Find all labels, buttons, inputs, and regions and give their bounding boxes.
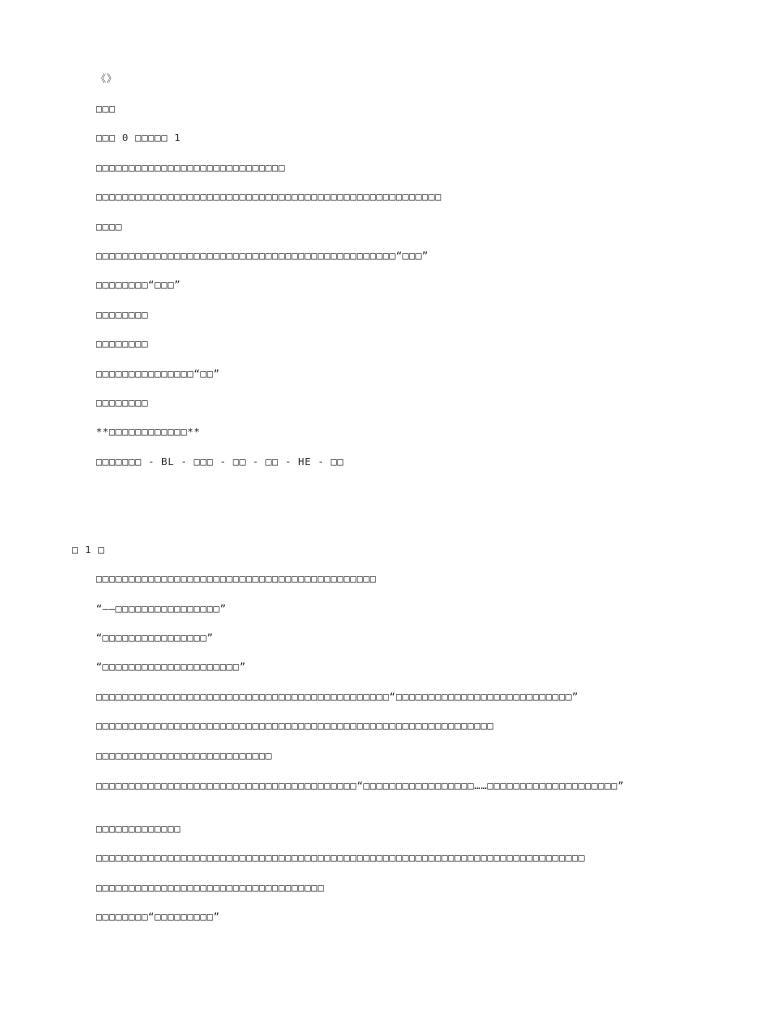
paragraph-7: □□□□□□□□□□□□□□□□□□□□□□□□□□□ <box>96 751 273 762</box>
front-line-11: □□□□□□□□ <box>96 398 149 409</box>
bold-tagline: **□□□□□□□□□□□□** <box>96 427 201 438</box>
title-mark: 《》 <box>96 74 117 85</box>
paragraph-9: □□□□□□□□□□□□□ <box>96 824 181 835</box>
paragraph-6: □□□□□□□□□□□□□□□□□□□□□□□□□□□□□□□□□□□□□□□□□□□□□□□□□□□□□□□□□□□□□ <box>96 721 494 732</box>
paragraph-4: “□□□□□□□□□□□□□□□□□□□□□” <box>96 662 246 673</box>
paragraph-10: □□□□□□□□□□□□□□□□□□□□□□□□□□□□□□□□□□□□□□□□□□□□□□□□□□□□□□□□□□□□□□□□□□□□□□□□□□□ <box>96 853 586 864</box>
front-line-2: □□□ 0 □□□□□ 1 <box>96 133 181 144</box>
paragraph-11: □□□□□□□□□□□□□□□□□□□□□□□□□□□□□□□□□□□ <box>96 883 325 894</box>
front-line-4: □□□□□□□□□□□□□□□□□□□□□□□□□□□□□□□□□□□□□□□□□□□□□□□□□□□□□ <box>96 192 442 203</box>
front-line-7: □□□□□□□□“□□□” <box>96 280 181 291</box>
front-line-10: □□□□□□□□□□□□□□□“□□” <box>96 369 220 380</box>
paragraph-1: □□□□□□□□□□□□□□□□□□□□□□□□□□□□□□□□□□□□□□□□□□□ <box>96 574 377 585</box>
paragraph-3: “□□□□□□□□□□□□□□□□” <box>96 633 214 644</box>
front-line-5: □□□□ <box>96 222 123 233</box>
front-line-8: □□□□□□□□ <box>96 310 149 321</box>
paragraph-8: □□□□□□□□□□□□□□□□□□□□□□□□□□□□□□□□□□□□□□□□“□□□□□□□□□□□□□□□□□……□□□□□□□□□□□□□□□□□□□□” <box>96 781 625 792</box>
paragraph-2: “——□□□□□□□□□□□□□□□□” <box>96 604 227 615</box>
front-line-1: □□□ <box>96 104 116 115</box>
paragraph-5: □□□□□□□□□□□□□□□□□□□□□□□□□□□□□□□□□□□□□□□□□□□□□“□□□□□□□□□□□□□□□□□□□□□□□□□□□” <box>96 692 579 703</box>
front-line-6: □□□□□□□□□□□□□□□□□□□□□□□□□□□□□□□□□□□□□□□□□□□□□□“□□□” <box>96 251 429 262</box>
paragraph-12: □□□□□□□□“□□□□□□□□□” <box>96 912 220 923</box>
tags-line: □□□□□□□ - BL - □□□ - □□ - □□ - HE - □□ <box>96 457 344 468</box>
chapter-heading: □ 1 □ <box>72 545 105 556</box>
front-line-3: □□□□□□□□□□□□□□□□□□□□□□□□□□□□□ <box>96 163 286 174</box>
front-line-9: □□□□□□□□ <box>96 339 149 350</box>
